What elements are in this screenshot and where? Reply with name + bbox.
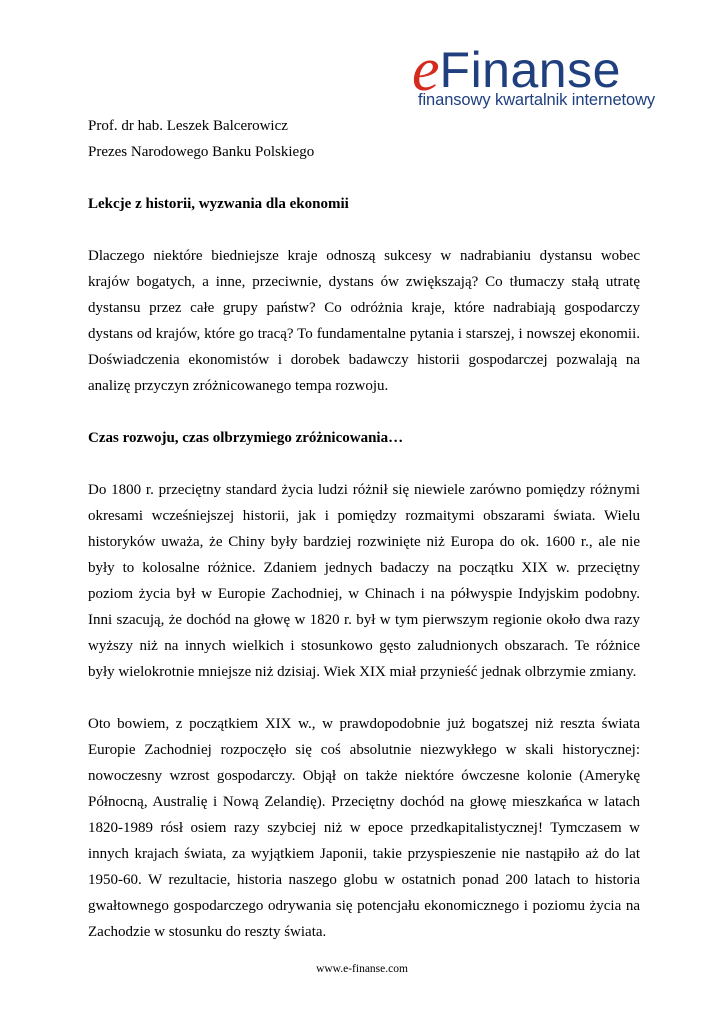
paragraph-1: Do 1800 r. przeciętny standard życia ludzi różnił się niewiele zarówno pomiędzy różnymi okresami wcześniejszej historii, jak i pomiędzy rozmaitymi obszarami świata. Wielu historyków uważa, że Chiny były bardziej rozwinięte niż Europa do ok. 1600 r., ale nie były to kolosalne różnice. Zdaniem jednych badaczy na początku XIX w. przeciętny poziom życia był w Europie Zachodniej, w Chinach i na półwyspie Indyjskim podobny. Inni szacują, że dochód na głowę w 1820 r. był w tym pierwszym regionie około dwa razy wyższy niż na innych wielkich i stosunkowo gęsto zaludnionych obszarach. Te różnice były wielokrotnie mniejsze niż dzisiaj. Wiek XIX miał przynieść jednak olbrzymie zmiany. xyxy=(88,482,640,680)
efinanse-logo xyxy=(412,36,656,120)
article-title: Lekcje z historii, wyzwania dla ekonomii xyxy=(88,196,349,212)
paragraph-2: Oto bowiem, z początkiem XIX w., w prawdopodobnie już bogatszej niż reszta świata Europie Zachodniej rozpoczęło się coś absolutnie niezwykłego w skali historycznej: nowoczesny wzrost gospodarczy. Objął on także niektóre ówczesne kolonie (Amerykę Północną, Australię i Nową Zelandię). Przeciętny dochód na głowę mieszkańca w latach 1820-1989 rósł osiem razy szybciej niż w epoce przedkapitalistycznej! Tymczasem w innych krajach świata, za wyjątkiem Japonii, takie przyspieszenie nie nastąpiło aż do lat 1950-60. W rezultacie, historia naszego globu w ostatnich ponad 200 latach to historia gwałtownego gospodarczego odrywania się potencjału ekonomicznego i poziomu życia na Zachodzie w stosunku do reszty świata. xyxy=(88,716,640,940)
footer-url: www.e-finanse.com xyxy=(316,963,408,975)
intro-paragraph: Dlaczego niektóre biedniejsze kraje odnoszą sukcesy w nadrabianiu dystansu wobec krajów bogatych, a inne, przeciwnie, dystans ów zwiększają? Co tłumaczy stałą utratę dystansu przez całe grupy państw? Co odróżnia kraje, które nadrabiają gospodarczy dystans od krajów, które go tracą? To fundamentalne pytania i starszej, i nowszej ekonomii. Doświadczenia ekonomistów i dorobek badawczy historii gospodarczej pozwalają na analizę przyczyn zróżnicowanego tempa rozwoju. xyxy=(88,248,640,394)
author-position: Prezes Narodowego Banku Polskiego xyxy=(88,144,315,160)
logo-word: Finanse xyxy=(439,42,621,98)
document-body xyxy=(88,113,640,945)
logo-e-letter: e xyxy=(412,36,440,104)
logo-subtitle: finansowy kwartalnik internetowy xyxy=(418,91,656,109)
section-title: Czas rozwoju, czas olbrzymiego zróżnicowania… xyxy=(88,430,404,446)
author-name: Prof. dr hab. Leszek Balcerowicz xyxy=(88,118,288,134)
